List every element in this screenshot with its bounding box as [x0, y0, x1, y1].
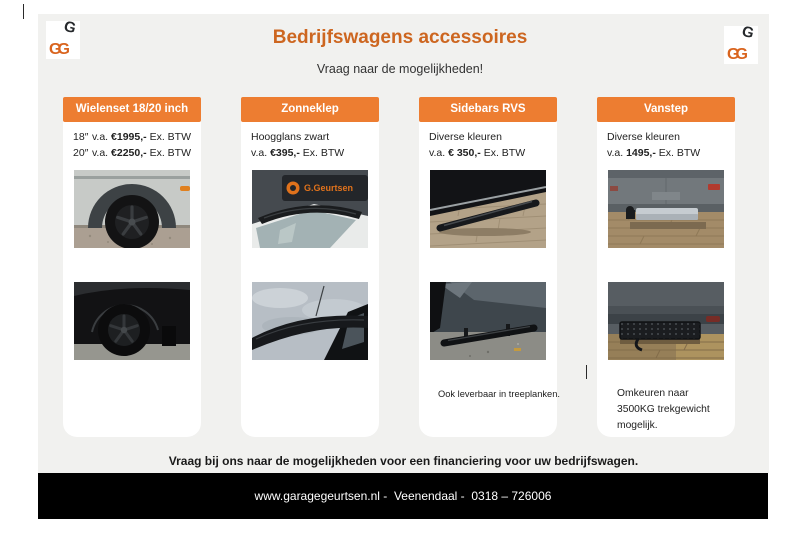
sun-visor-cloudy-sky-photo — [252, 282, 368, 360]
black-grid-vanstep-rear-photo — [608, 282, 724, 360]
price-text: v.a. €395,- Ex. BTW — [251, 147, 345, 159]
card-body-sidebars — [419, 122, 560, 402]
card-body-zonneklep — [241, 122, 379, 360]
vanstep-caption: Omkeuren naar 3500KG trekgewicht mogelijk. — [617, 388, 710, 431]
black-sidebar-tube-gravel-photo — [430, 282, 546, 360]
price-row-18inch — [73, 129, 191, 145]
black-alloy-wheel-silver-van-photo — [74, 170, 190, 248]
footer-contact-text: www.garagegeurtsen.nl - Veenendaal - 0318 – 726006 — [254, 489, 552, 503]
price-row-20inch — [73, 145, 191, 161]
card-sidebars — [419, 97, 560, 437]
card-header-vanstep: Vanstep — [597, 97, 735, 122]
card-wielenset — [63, 97, 201, 437]
card-vanstep — [597, 97, 735, 437]
card-zonneklep — [241, 97, 379, 437]
logo-letters-bottom: GG — [49, 41, 66, 58]
price-text: v.a. €1995,- Ex. BTW — [91, 131, 191, 143]
black-sidebar-tube-pavement-photo — [430, 170, 546, 248]
card-body-wielenset — [63, 122, 201, 360]
footer-bar — [38, 473, 768, 519]
price-text: v.a. 1495,- Ex. BTW — [607, 147, 701, 159]
card-body-vanstep — [597, 122, 735, 434]
page-title: Bedrijfswagens accessoires — [272, 27, 528, 48]
black-alloy-wheel-black-van-photo — [74, 282, 190, 360]
sidebar-caption: Ook leverbaar in treeplanken. — [438, 389, 560, 399]
svg-text:G.Geurtsen: G.Geurtsen — [304, 183, 354, 193]
product-description: Diverse kleuren — [607, 131, 680, 143]
price-text: v.a. €2250,- Ex. BTW — [91, 147, 191, 159]
aluminium-vanstep-rear-photo — [608, 170, 724, 248]
logo-letter-top: G — [740, 22, 756, 43]
financing-note: Vraag bij ons naar de mogelijkheden voor een financiering voor uw bedrijfswagen. — [168, 454, 639, 468]
card-header-zonneklep: Zonneklep — [241, 97, 379, 122]
product-description: Hoogglans zwart — [251, 131, 330, 143]
card-header-sidebars: Sidebars RVS — [419, 97, 557, 122]
card-header-wielenset: Wielenset 18/20 inch — [63, 97, 201, 122]
text-cursor-middle[interactable] — [586, 365, 587, 379]
sun-visor-garage-sign-photo — [252, 170, 368, 248]
logo-letter-top: G — [62, 17, 78, 38]
product-description: Diverse kleuren — [429, 131, 502, 143]
price-text: v.a. € 350,- Ex. BTW — [429, 147, 526, 159]
page-subtitle: Vraag naar de mogelijkheden! — [316, 62, 484, 76]
wheel-size-label: 20″ — [73, 147, 89, 159]
text-cursor-top-left[interactable] — [23, 4, 24, 19]
logo-letters-bottom: GG — [727, 46, 744, 63]
wheel-size-label: 18″ — [73, 131, 89, 143]
